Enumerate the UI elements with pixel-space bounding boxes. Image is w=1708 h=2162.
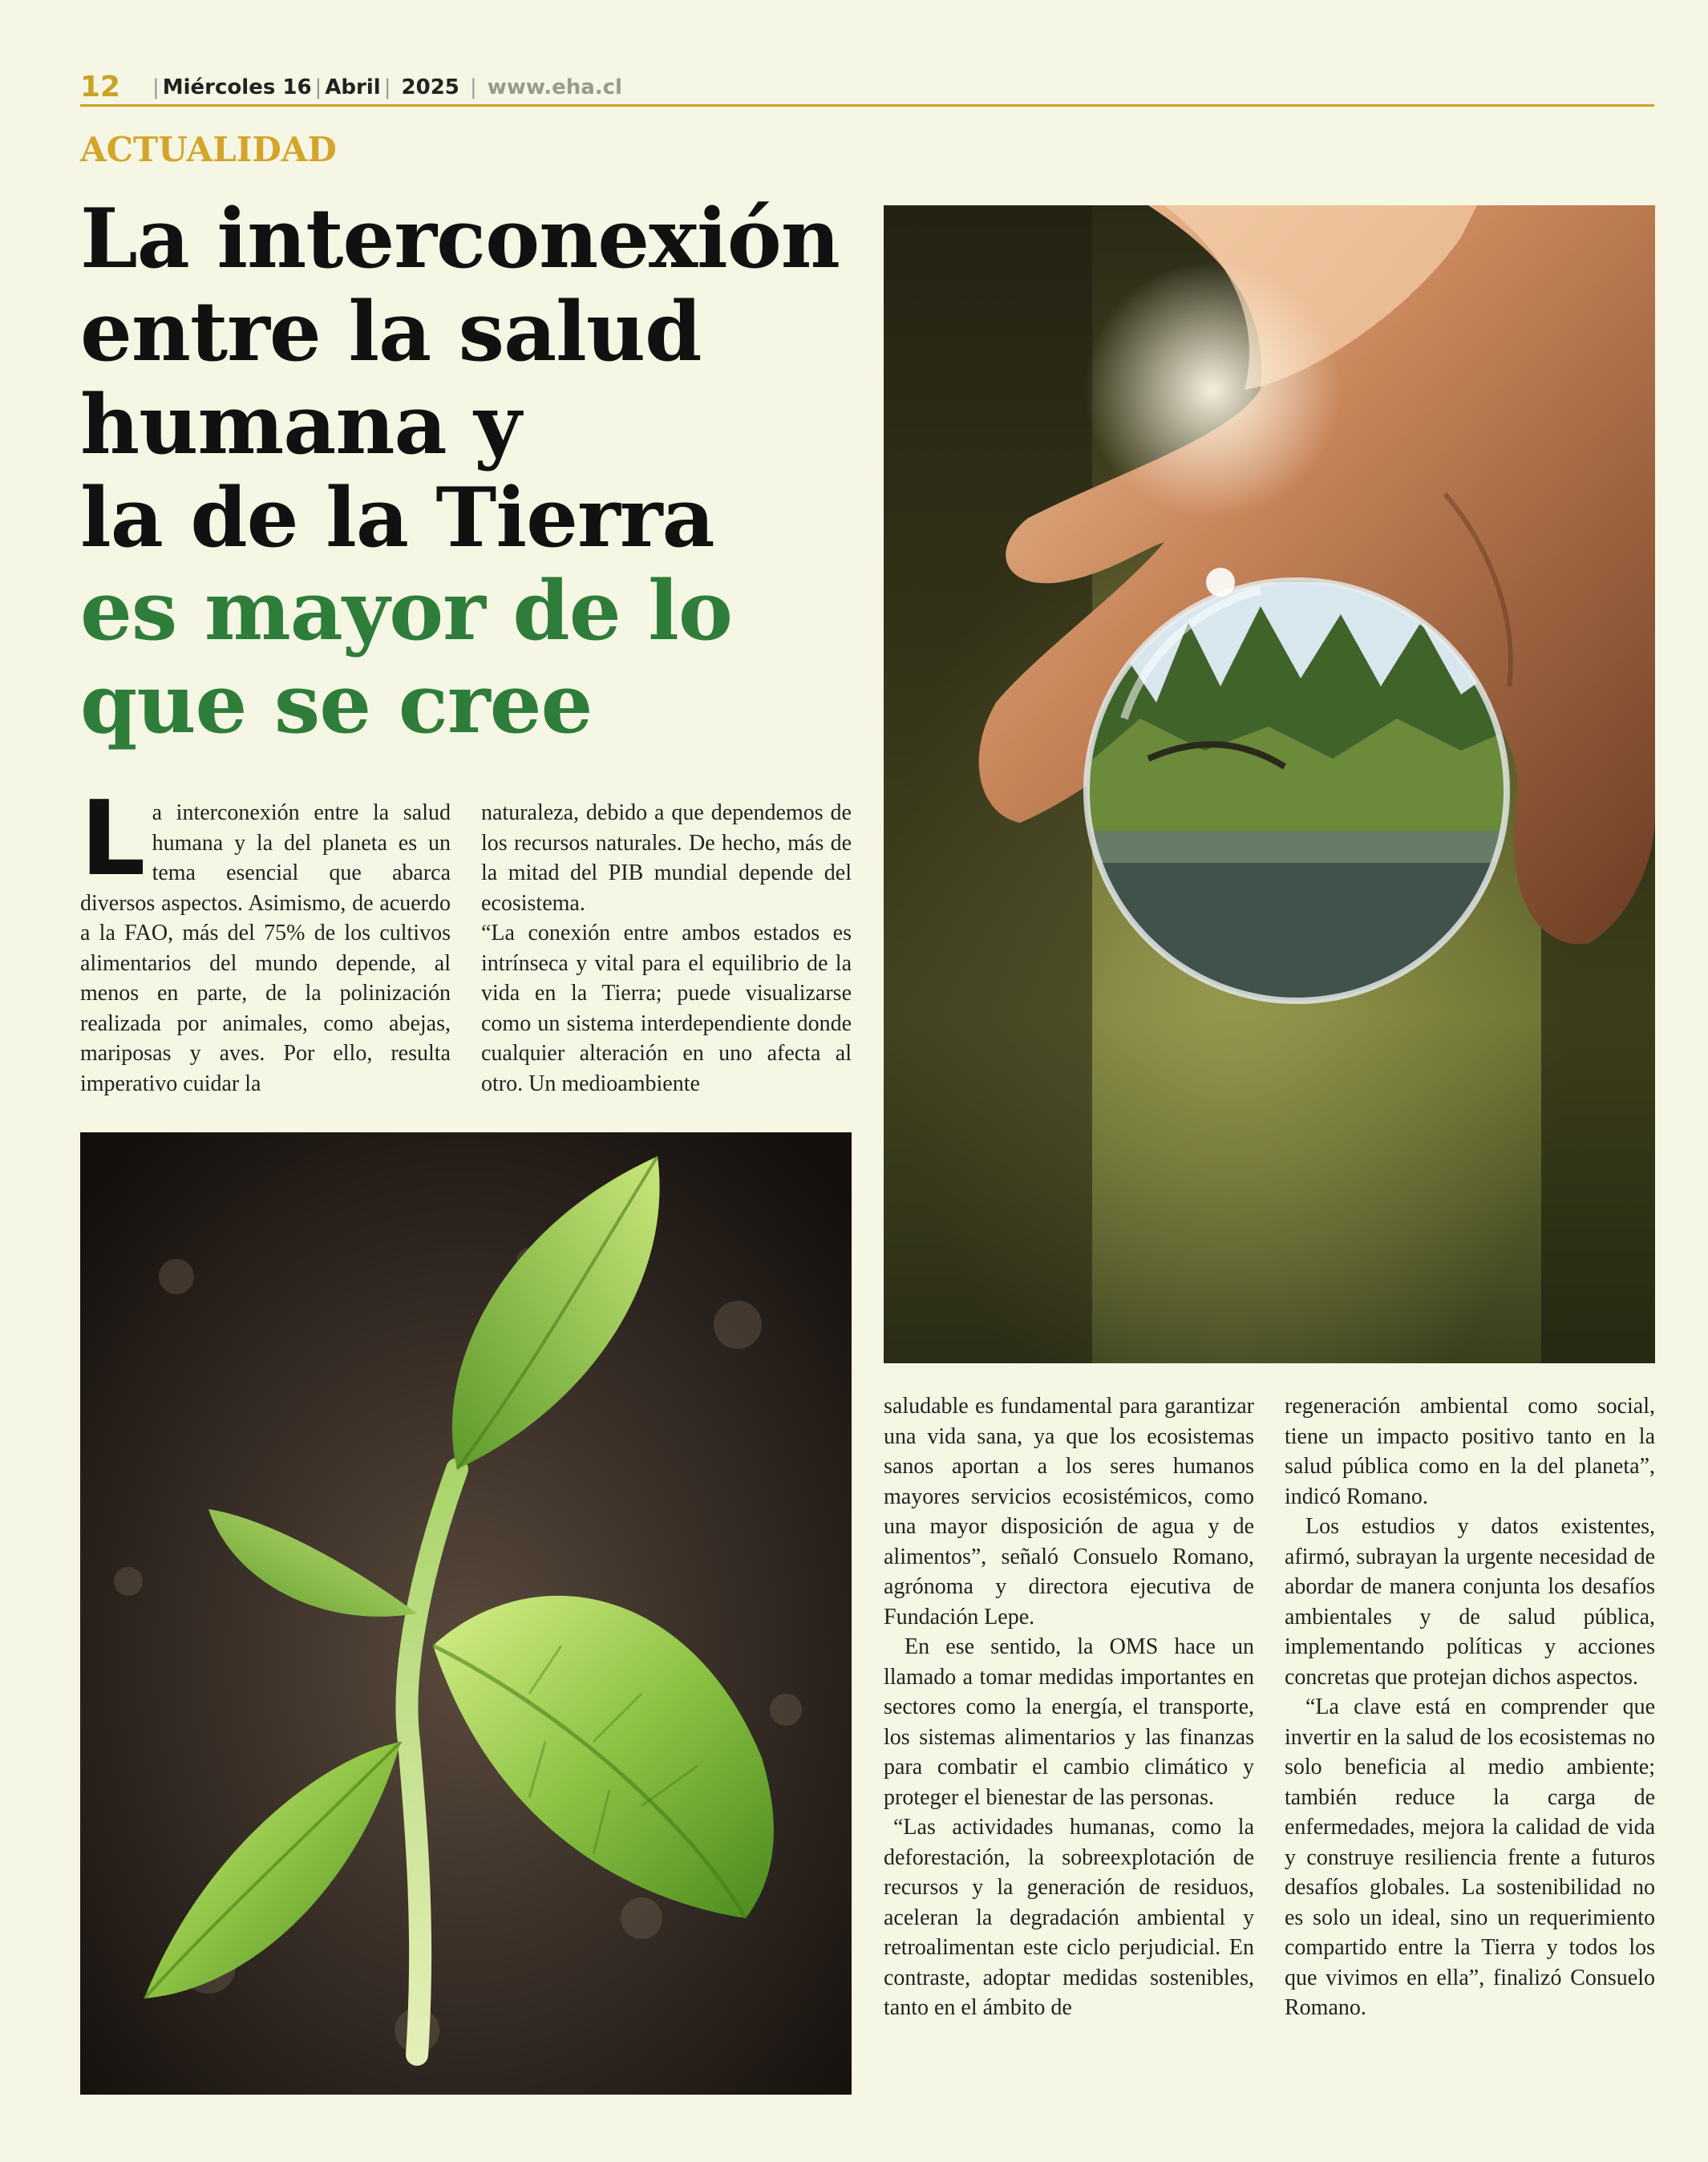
article-column-1 xyxy=(80,779,451,1099)
paragraph: “La clave está en comprender que invertir en la salud de los ecosistemas no solo beneficia al medio ambiente; también reduce la carga de enfermedades, mejora la calidad de vida y construye resiliencia frente a futuros desafíos globales. La sostenibilidad no es solo un ideal, sino un requerimiento compartido entre la Tierra y todos los que vivimos en ella”, finalizó Consuelo Romano. xyxy=(1285,1694,1655,2020)
paragraph: regeneración ambiental como social, tiene un impacto positivo tanto en la salud pública como en la del planeta”, indicó Romano. xyxy=(1285,1394,1655,1509)
headline-line-6: que se cree xyxy=(80,656,593,752)
article-column-3 xyxy=(884,1391,1254,2023)
paragraph: naturaleza, debido a que dependemos de los recursos naturales. De hecho, más de la mitad del PIB mundial depende del ecosistema. xyxy=(481,800,852,916)
website-link[interactable]: www.eha.cl xyxy=(487,75,622,99)
date-year: 2025 xyxy=(401,75,459,99)
headline-line-4: la de la Tierra xyxy=(80,470,714,566)
article-headline xyxy=(80,192,866,751)
page-header xyxy=(80,71,1654,106)
article-column-2 xyxy=(481,798,852,1099)
paragraph: “Las actividades humanas, como la deforestación, la sobreexplotación de recursos y la generación de residuos, aceleran la degradación ambiental y retroalimentan este ciclo perjudicial. En contraste, adoptar medidas sostenibles, tanto en el ámbito de xyxy=(884,1815,1254,2020)
hand-holding-glass-sphere-image xyxy=(884,205,1655,1363)
drop-cap: L xyxy=(80,779,146,899)
paragraph: “La conexión entre ambos estados es intrínseca y vital para el equilibrio de la vida en la Tierra; puede visualizarse como un sistema interdependiente donde cualquier alteración en uno afecta al otro. Un medioambiente xyxy=(481,921,852,1096)
photo-hand-glass-sphere xyxy=(884,205,1655,1363)
date-day: Miércoles 16 xyxy=(162,75,312,99)
page-number: 12 xyxy=(80,71,121,103)
paragraph: Los estudios y datos existentes, afirmó, subrayan la urgente necesidad de abordar de manera conjunta los desafíos ambientales y de salud pública, implementando políticas y acciones concretas que protejan dichos aspectos. xyxy=(1285,1514,1655,1690)
date-month: Abril xyxy=(325,75,381,99)
photo-seedling xyxy=(80,1132,852,2095)
headline-line-5: es mayor de lo xyxy=(80,563,732,659)
paragraph-intro-text: a interconexión entre la salud humana y la del planeta es un tema esencial que abarca diversos aspectos. Asimismo, de acuerdo a la FAO, más del 75% de los cultivos alimentarios del mundo depende, al menos en parte, de la polinización realizada por animales, como abejas, mariposas y aves. Por ello, resulta imperativo cuidar la xyxy=(80,800,451,1096)
issue-date: | Miércoles 16 | Abril | 2025 | www.eha.cl xyxy=(152,75,622,99)
headline-line-2: entre la salud xyxy=(80,284,702,380)
paragraph: En ese sentido, la OMS hace un llamado a tomar medidas importantes en sectores como la energía, el transporte, los sistemas alimentarios y las finanzas para combatir el cambio climático y proteger el bienestar de las personas. xyxy=(884,1634,1254,1810)
paragraph: saludable es fundamental para garantizar una vida sana, ya que los ecosistemas sanos aportan a los seres humanos mayores servicios ecosistémicos, como una mayor disposición de agua y de alimentos”, señaló Consuelo Romano, agrónoma y directora ejecutiva de Fundación Lepe. xyxy=(884,1394,1254,1630)
green-seedling-image xyxy=(80,1132,852,2095)
section-label: ACTUALIDAD xyxy=(80,130,337,169)
paragraph-intro xyxy=(80,779,451,1099)
headline-line-3: humana y xyxy=(80,377,521,473)
headline-line-1: La interconexión xyxy=(80,191,840,287)
article-column-4 xyxy=(1285,1391,1655,2023)
header-rule xyxy=(80,104,1654,107)
